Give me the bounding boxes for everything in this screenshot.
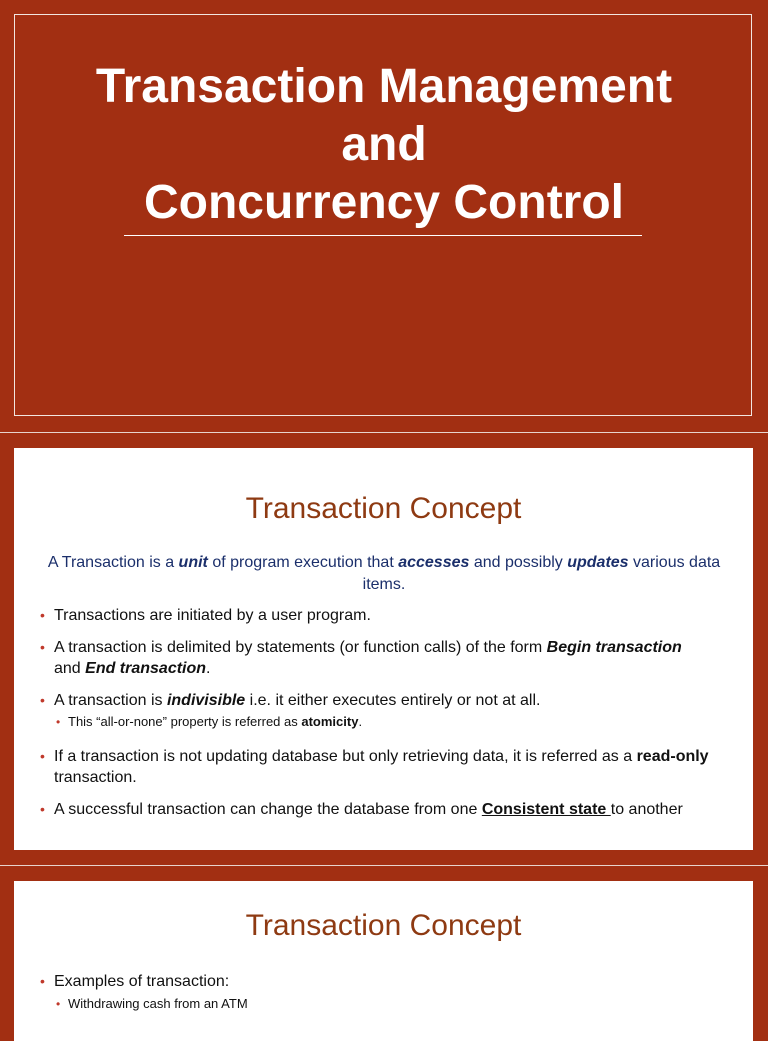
consistent-state-term: Consistent state	[481, 801, 611, 818]
sub-bullet-item	[40, 995, 740, 1013]
bullet-item	[40, 605, 740, 626]
title-underline	[124, 235, 642, 236]
intro-accesses: accesses	[398, 554, 470, 571]
bullet-item	[40, 799, 754, 820]
intro-part: A Transaction is a	[47, 554, 179, 571]
bullet-text: Examples of transaction:	[54, 973, 230, 990]
intro-text	[34, 552, 734, 596]
bullet-text: A transaction is delimited by statements (or function calls) of the form	[54, 639, 547, 656]
slide-card	[14, 448, 753, 850]
title-line-3: Concurrency Control	[143, 176, 625, 229]
read-only-term: read-only	[636, 748, 709, 765]
sub-bullet-text: This “all-or-none” property is referred as	[68, 714, 302, 729]
title-line-2: and	[341, 118, 427, 171]
intro-updates: updates	[567, 554, 629, 571]
bullet-text: and	[54, 660, 86, 677]
intro-part: and possibly	[469, 554, 568, 571]
sub-bullet-text: Withdrawing cash from an ATM	[68, 996, 248, 1011]
intro-unit: unit	[178, 554, 208, 571]
bullet-item	[40, 746, 714, 788]
slide-title: Transaction Concept	[245, 909, 522, 942]
bullet-item	[40, 971, 740, 992]
indivisible-term: indivisible	[166, 692, 246, 709]
bullet-text: to another	[610, 801, 683, 818]
slide-card	[14, 881, 753, 1041]
intro-part: of program execution that	[207, 554, 399, 571]
bullet-text: transaction.	[54, 769, 137, 786]
bullet-text: A transaction is	[54, 692, 167, 709]
bullet-text: i.e. it either executes entirely or not at all.	[245, 692, 541, 709]
intro-part: various data items.	[362, 554, 721, 593]
bullet-text: Transactions are initiated by a user program.	[54, 607, 371, 624]
begin-transaction-term: Begin transaction	[546, 639, 682, 656]
bullet-text: If a transaction is not updating database but only retrieving data, it is referred as a	[54, 748, 637, 765]
atomicity-term: atomicity	[301, 714, 359, 729]
main-title	[0, 58, 768, 232]
sub-bullet-item	[40, 713, 740, 731]
bullet-item	[40, 637, 694, 679]
title-line-1: Transaction Management	[95, 60, 673, 113]
end-transaction-term: End transaction	[85, 660, 207, 677]
bullet-text: A successful transaction can change the database from one	[54, 801, 482, 818]
bullet-item	[40, 690, 740, 711]
transaction-concept-slide-2	[0, 866, 768, 1024]
slide-title: Transaction Concept	[245, 492, 522, 525]
title-slide	[0, 0, 768, 432]
bullet-text: .	[206, 660, 211, 677]
sub-bullet-text: .	[358, 714, 363, 729]
transaction-concept-slide	[0, 433, 768, 865]
